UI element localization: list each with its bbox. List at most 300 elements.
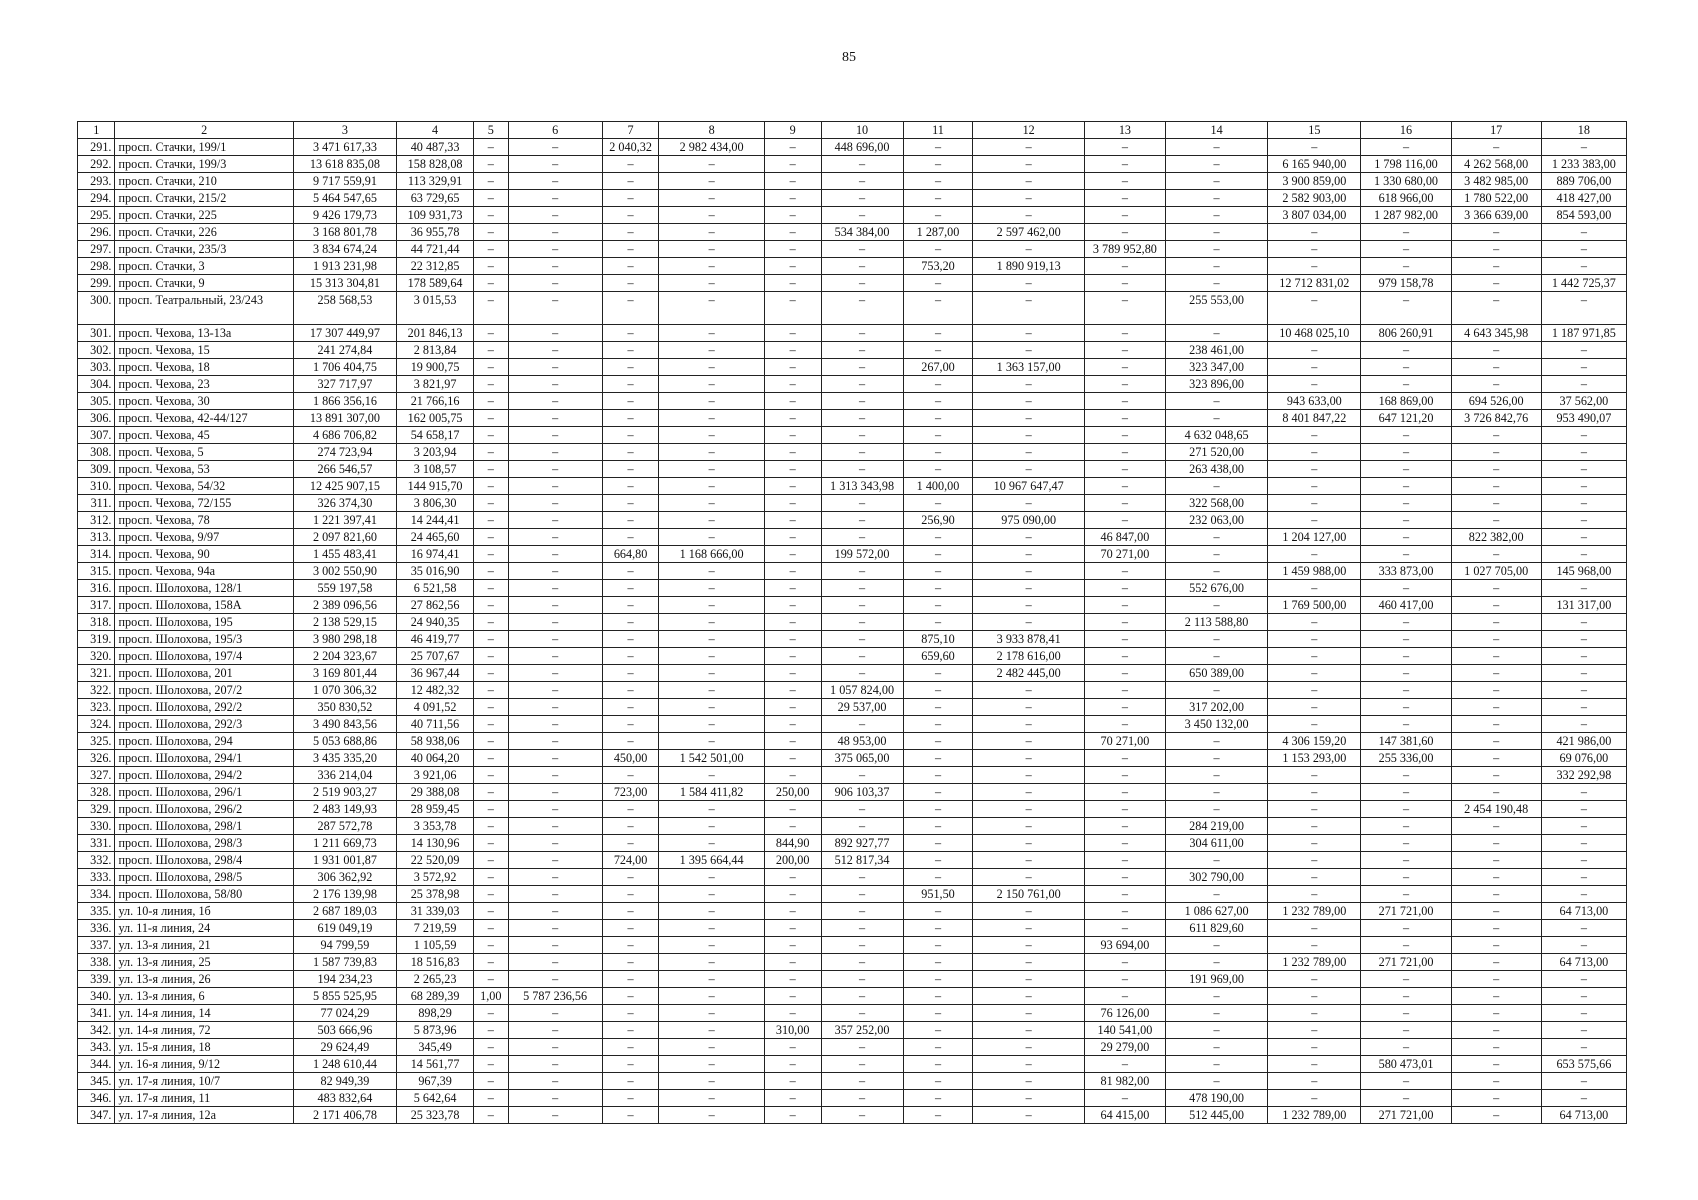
- value-cell: 40 487,33: [397, 139, 474, 156]
- value-cell: –: [474, 427, 508, 444]
- address-cell: просп. Шолохова, 58/80: [115, 886, 293, 903]
- value-cell: –: [1451, 750, 1541, 767]
- column-header: 10: [821, 122, 903, 139]
- value-cell: –: [1165, 682, 1267, 699]
- address-cell: ул. 14-я линия, 14: [115, 1005, 293, 1022]
- value-cell: 201 846,13: [397, 325, 474, 342]
- value-cell: –: [1361, 818, 1451, 835]
- value-cell: –: [474, 512, 508, 529]
- value-cell: –: [1451, 988, 1541, 1005]
- table-row: [78, 580, 1627, 597]
- value-cell: –: [903, 1090, 973, 1107]
- value-cell: –: [973, 275, 1084, 292]
- value-cell: –: [1165, 937, 1267, 954]
- value-cell: 2 982 434,00: [659, 139, 764, 156]
- value-cell: –: [1451, 665, 1541, 682]
- value-cell: –: [1268, 699, 1361, 716]
- value-cell: 29 279,00: [1084, 1039, 1165, 1056]
- value-cell: 1 204 127,00: [1268, 529, 1361, 546]
- value-cell: –: [1268, 886, 1361, 903]
- row-number: 299.: [78, 275, 115, 292]
- value-cell: 144 915,70: [397, 478, 474, 495]
- value-cell: –: [508, 818, 602, 835]
- value-cell: –: [973, 597, 1084, 614]
- value-cell: –: [659, 512, 764, 529]
- table-row: [78, 359, 1627, 376]
- value-cell: 2 454 190,48: [1451, 801, 1541, 818]
- value-cell: –: [474, 903, 508, 920]
- value-cell: –: [764, 614, 821, 631]
- value-cell: 4 632 048,65: [1165, 427, 1267, 444]
- value-cell: –: [973, 835, 1084, 852]
- value-cell: –: [1451, 852, 1541, 869]
- value-cell: –: [1084, 818, 1165, 835]
- value-cell: 21 766,16: [397, 393, 474, 410]
- value-cell: –: [1084, 139, 1165, 156]
- address-cell: просп. Шолохова, 292/2: [115, 699, 293, 716]
- value-cell: 350 830,52: [293, 699, 396, 716]
- value-cell: –: [1361, 835, 1451, 852]
- value-cell: –: [821, 359, 903, 376]
- value-cell: –: [1451, 784, 1541, 801]
- value-cell: –: [602, 495, 659, 512]
- row-number: 343.: [78, 1039, 115, 1056]
- value-cell: –: [903, 461, 973, 478]
- table-row: [78, 529, 1627, 546]
- value-cell: –: [1541, 359, 1626, 376]
- column-header: 3: [293, 122, 396, 139]
- value-cell: –: [973, 580, 1084, 597]
- value-cell: –: [821, 410, 903, 427]
- value-cell: –: [474, 1005, 508, 1022]
- row-number: 316.: [78, 580, 115, 597]
- row-number: 324.: [78, 716, 115, 733]
- value-cell: –: [602, 903, 659, 920]
- page-number: 85: [842, 50, 856, 65]
- value-cell: –: [973, 682, 1084, 699]
- row-number: 333.: [78, 869, 115, 886]
- value-cell: –: [821, 614, 903, 631]
- value-cell: 5 464 547,65: [293, 190, 396, 207]
- value-cell: –: [821, 869, 903, 886]
- value-cell: –: [474, 665, 508, 682]
- value-cell: –: [1084, 954, 1165, 971]
- value-cell: –: [602, 716, 659, 733]
- value-cell: –: [973, 733, 1084, 750]
- value-cell: –: [764, 818, 821, 835]
- table-row: [78, 139, 1627, 156]
- value-cell: –: [764, 427, 821, 444]
- value-cell: 255 553,00: [1165, 292, 1267, 325]
- value-cell: –: [474, 954, 508, 971]
- value-cell: –: [602, 631, 659, 648]
- row-number: 297.: [78, 241, 115, 258]
- value-cell: –: [659, 376, 764, 393]
- value-cell: –: [474, 852, 508, 869]
- value-cell: –: [973, 1090, 1084, 1107]
- address-cell: ул. 13-я линия, 25: [115, 954, 293, 971]
- row-number: 313.: [78, 529, 115, 546]
- value-cell: 2 519 903,27: [293, 784, 396, 801]
- value-cell: 1 168 666,00: [659, 546, 764, 563]
- value-cell: –: [474, 886, 508, 903]
- value-cell: 580 473,01: [1361, 1056, 1451, 1073]
- value-cell: 94 799,59: [293, 937, 396, 954]
- table-row: [78, 207, 1627, 224]
- value-cell: –: [1165, 1056, 1267, 1073]
- value-cell: –: [764, 325, 821, 342]
- value-cell: –: [474, 342, 508, 359]
- value-cell: –: [474, 258, 508, 275]
- value-cell: –: [764, 173, 821, 190]
- value-cell: 14 244,41: [397, 512, 474, 529]
- row-number: 292.: [78, 156, 115, 173]
- table-row: [78, 461, 1627, 478]
- value-cell: –: [1084, 292, 1165, 325]
- value-cell: –: [764, 258, 821, 275]
- value-cell: –: [1451, 1107, 1541, 1124]
- value-cell: –: [508, 461, 602, 478]
- value-cell: 5 642,64: [397, 1090, 474, 1107]
- value-cell: –: [973, 376, 1084, 393]
- row-number: 304.: [78, 376, 115, 393]
- value-cell: 650 389,00: [1165, 665, 1267, 682]
- value-cell: 162 005,75: [397, 410, 474, 427]
- value-cell: 2 597 462,00: [973, 224, 1084, 241]
- value-cell: –: [764, 954, 821, 971]
- value-cell: –: [1268, 359, 1361, 376]
- row-number: 308.: [78, 444, 115, 461]
- value-cell: –: [821, 801, 903, 818]
- value-cell: 979 158,78: [1361, 275, 1451, 292]
- value-cell: –: [764, 190, 821, 207]
- table-row: [78, 801, 1627, 818]
- row-number: 325.: [78, 733, 115, 750]
- value-cell: –: [1084, 801, 1165, 818]
- budget-table: [77, 121, 1627, 1124]
- value-cell: –: [1541, 342, 1626, 359]
- value-cell: –: [903, 614, 973, 631]
- value-cell: –: [1361, 886, 1451, 903]
- value-cell: –: [1084, 478, 1165, 495]
- value-cell: –: [1541, 478, 1626, 495]
- value-cell: 1,00: [474, 988, 508, 1005]
- table-row: [78, 1073, 1627, 1090]
- value-cell: –: [973, 563, 1084, 580]
- value-cell: –: [764, 512, 821, 529]
- value-cell: 2 171 406,78: [293, 1107, 396, 1124]
- table-row: [78, 733, 1627, 750]
- value-cell: –: [1084, 393, 1165, 410]
- value-cell: 2 113 588,80: [1165, 614, 1267, 631]
- value-cell: –: [1361, 648, 1451, 665]
- value-cell: 1 153 293,00: [1268, 750, 1361, 767]
- value-cell: 1 459 988,00: [1268, 563, 1361, 580]
- value-cell: 63 729,65: [397, 190, 474, 207]
- value-cell: –: [1084, 767, 1165, 784]
- address-cell: просп. Шолохова, 298/4: [115, 852, 293, 869]
- value-cell: –: [821, 325, 903, 342]
- value-cell: –: [1268, 648, 1361, 665]
- value-cell: –: [821, 258, 903, 275]
- value-cell: –: [1451, 444, 1541, 461]
- value-cell: –: [474, 784, 508, 801]
- value-cell: 892 927,77: [821, 835, 903, 852]
- value-cell: –: [973, 190, 1084, 207]
- column-number-row: [78, 122, 1627, 139]
- value-cell: –: [1541, 241, 1626, 258]
- value-cell: 25 378,98: [397, 886, 474, 903]
- value-cell: –: [474, 869, 508, 886]
- table-row: [78, 971, 1627, 988]
- value-cell: 302 790,00: [1165, 869, 1267, 886]
- value-cell: –: [474, 495, 508, 512]
- value-cell: –: [903, 139, 973, 156]
- value-cell: 14 130,96: [397, 835, 474, 852]
- value-cell: –: [508, 699, 602, 716]
- address-cell: просп. Стачки, 226: [115, 224, 293, 241]
- value-cell: –: [1268, 818, 1361, 835]
- value-cell: 1 395 664,44: [659, 852, 764, 869]
- value-cell: –: [659, 478, 764, 495]
- value-cell: –: [602, 359, 659, 376]
- value-cell: –: [1541, 444, 1626, 461]
- address-cell: просп. Шолохова, 195/3: [115, 631, 293, 648]
- value-cell: –: [764, 682, 821, 699]
- value-cell: 943 633,00: [1268, 393, 1361, 410]
- value-cell: –: [602, 1107, 659, 1124]
- value-cell: –: [764, 903, 821, 920]
- value-cell: –: [508, 173, 602, 190]
- value-cell: –: [474, 478, 508, 495]
- value-cell: –: [821, 444, 903, 461]
- value-cell: –: [821, 631, 903, 648]
- table-row: [78, 1022, 1627, 1039]
- value-cell: –: [903, 444, 973, 461]
- value-cell: –: [1268, 1005, 1361, 1022]
- value-cell: –: [659, 818, 764, 835]
- value-cell: 1 313 343,98: [821, 478, 903, 495]
- value-cell: –: [973, 156, 1084, 173]
- value-cell: –: [821, 190, 903, 207]
- value-cell: –: [474, 275, 508, 292]
- value-cell: –: [508, 359, 602, 376]
- row-number: 300.: [78, 292, 115, 325]
- value-cell: 2 483 149,93: [293, 801, 396, 818]
- value-cell: –: [903, 1005, 973, 1022]
- value-cell: –: [821, 563, 903, 580]
- value-cell: 1 248 610,44: [293, 1056, 396, 1073]
- value-cell: 3 806,30: [397, 495, 474, 512]
- address-cell: просп. Стачки, 210: [115, 173, 293, 190]
- value-cell: –: [1541, 920, 1626, 937]
- value-cell: –: [659, 886, 764, 903]
- value-cell: –: [1084, 325, 1165, 342]
- value-cell: –: [1165, 733, 1267, 750]
- value-cell: –: [1451, 733, 1541, 750]
- value-cell: –: [1451, 869, 1541, 886]
- value-cell: –: [903, 325, 973, 342]
- value-cell: 109 931,73: [397, 207, 474, 224]
- value-cell: 448 696,00: [821, 139, 903, 156]
- value-cell: –: [1084, 699, 1165, 716]
- address-cell: просп. Чехова, 15: [115, 342, 293, 359]
- value-cell: –: [903, 733, 973, 750]
- value-cell: 3 807 034,00: [1268, 207, 1361, 224]
- value-cell: 8 401 847,22: [1268, 410, 1361, 427]
- value-cell: –: [1451, 1005, 1541, 1022]
- value-cell: –: [1268, 1056, 1361, 1073]
- value-cell: –: [764, 241, 821, 258]
- table-row: [78, 767, 1627, 784]
- value-cell: –: [1361, 988, 1451, 1005]
- value-cell: –: [1084, 427, 1165, 444]
- value-cell: 967,39: [397, 1073, 474, 1090]
- value-cell: –: [659, 190, 764, 207]
- address-cell: просп. Шолохова, 201: [115, 665, 293, 682]
- value-cell: –: [973, 1022, 1084, 1039]
- value-cell: –: [1541, 971, 1626, 988]
- value-cell: –: [1541, 292, 1626, 325]
- value-cell: 5 787 236,56: [508, 988, 602, 1005]
- value-cell: 1 913 231,98: [293, 258, 396, 275]
- value-cell: 375 065,00: [821, 750, 903, 767]
- value-cell: –: [508, 903, 602, 920]
- value-cell: –: [1451, 648, 1541, 665]
- value-cell: –: [474, 818, 508, 835]
- address-cell: просп. Стачки, 3: [115, 258, 293, 275]
- value-cell: –: [1541, 139, 1626, 156]
- column-header: 14: [1165, 122, 1267, 139]
- row-number: 315.: [78, 563, 115, 580]
- row-number: 330.: [78, 818, 115, 835]
- value-cell: –: [1361, 444, 1451, 461]
- row-number: 312.: [78, 512, 115, 529]
- table-row: [78, 818, 1627, 835]
- value-cell: –: [821, 1039, 903, 1056]
- value-cell: –: [659, 682, 764, 699]
- value-cell: –: [659, 292, 764, 325]
- value-cell: –: [508, 1022, 602, 1039]
- value-cell: –: [508, 767, 602, 784]
- value-cell: –: [903, 869, 973, 886]
- value-cell: –: [1165, 173, 1267, 190]
- value-cell: –: [659, 342, 764, 359]
- value-cell: –: [1361, 1073, 1451, 1090]
- value-cell: –: [602, 241, 659, 258]
- table-row: [78, 478, 1627, 495]
- value-cell: –: [474, 716, 508, 733]
- value-cell: –: [602, 733, 659, 750]
- value-cell: –: [821, 461, 903, 478]
- value-cell: 1 211 669,73: [293, 835, 396, 852]
- value-cell: 822 382,00: [1451, 529, 1541, 546]
- value-cell: –: [903, 241, 973, 258]
- value-cell: –: [821, 716, 903, 733]
- value-cell: 2 389 096,56: [293, 597, 396, 614]
- value-cell: –: [474, 410, 508, 427]
- value-cell: –: [474, 376, 508, 393]
- value-cell: –: [602, 920, 659, 937]
- column-header: 9: [764, 122, 821, 139]
- value-cell: 3 002 550,90: [293, 563, 396, 580]
- value-cell: –: [903, 529, 973, 546]
- value-cell: –: [973, 546, 1084, 563]
- value-cell: 200,00: [764, 852, 821, 869]
- value-cell: –: [903, 1073, 973, 1090]
- value-cell: 266 546,57: [293, 461, 396, 478]
- row-number: 332.: [78, 852, 115, 869]
- value-cell: –: [1361, 376, 1451, 393]
- address-cell: просп. Шолохова, 296/2: [115, 801, 293, 818]
- value-cell: –: [602, 376, 659, 393]
- value-cell: –: [903, 716, 973, 733]
- row-number: 306.: [78, 410, 115, 427]
- value-cell: –: [508, 1107, 602, 1124]
- value-cell: –: [1268, 971, 1361, 988]
- value-cell: 12 425 907,15: [293, 478, 396, 495]
- value-cell: 194 234,23: [293, 971, 396, 988]
- value-cell: –: [602, 682, 659, 699]
- value-cell: –: [602, 393, 659, 410]
- value-cell: –: [1451, 682, 1541, 699]
- value-cell: –: [903, 376, 973, 393]
- value-cell: 953 490,07: [1541, 410, 1626, 427]
- value-cell: –: [973, 818, 1084, 835]
- value-cell: 36 967,44: [397, 665, 474, 682]
- value-cell: –: [474, 461, 508, 478]
- value-cell: –: [602, 597, 659, 614]
- value-cell: –: [602, 1090, 659, 1107]
- row-number: 307.: [78, 427, 115, 444]
- value-cell: –: [508, 869, 602, 886]
- value-cell: –: [474, 580, 508, 597]
- value-cell: –: [764, 1107, 821, 1124]
- value-cell: 81 982,00: [1084, 1073, 1165, 1090]
- value-cell: –: [474, 241, 508, 258]
- address-cell: ул. 13-я линия, 21: [115, 937, 293, 954]
- value-cell: –: [508, 750, 602, 767]
- value-cell: 113 329,91: [397, 173, 474, 190]
- value-cell: 2 138 529,15: [293, 614, 396, 631]
- value-cell: –: [764, 767, 821, 784]
- value-cell: –: [474, 325, 508, 342]
- value-cell: –: [903, 173, 973, 190]
- value-cell: –: [1541, 852, 1626, 869]
- value-cell: 17 307 449,97: [293, 325, 396, 342]
- value-cell: –: [1165, 852, 1267, 869]
- value-cell: 64 713,00: [1541, 903, 1626, 920]
- row-number: 301.: [78, 325, 115, 342]
- value-cell: –: [1361, 241, 1451, 258]
- value-cell: 1 233 383,00: [1541, 156, 1626, 173]
- value-cell: –: [1268, 546, 1361, 563]
- value-cell: 241 274,84: [293, 342, 396, 359]
- value-cell: –: [1165, 767, 1267, 784]
- value-cell: –: [474, 937, 508, 954]
- value-cell: –: [764, 801, 821, 818]
- row-number: 346.: [78, 1090, 115, 1107]
- value-cell: 1 232 789,00: [1268, 903, 1361, 920]
- value-cell: –: [821, 937, 903, 954]
- value-cell: –: [602, 444, 659, 461]
- value-cell: –: [474, 733, 508, 750]
- value-cell: 854 593,00: [1541, 207, 1626, 224]
- value-cell: –: [602, 1022, 659, 1039]
- value-cell: –: [1165, 207, 1267, 224]
- value-cell: 306 362,92: [293, 869, 396, 886]
- value-cell: –: [1268, 461, 1361, 478]
